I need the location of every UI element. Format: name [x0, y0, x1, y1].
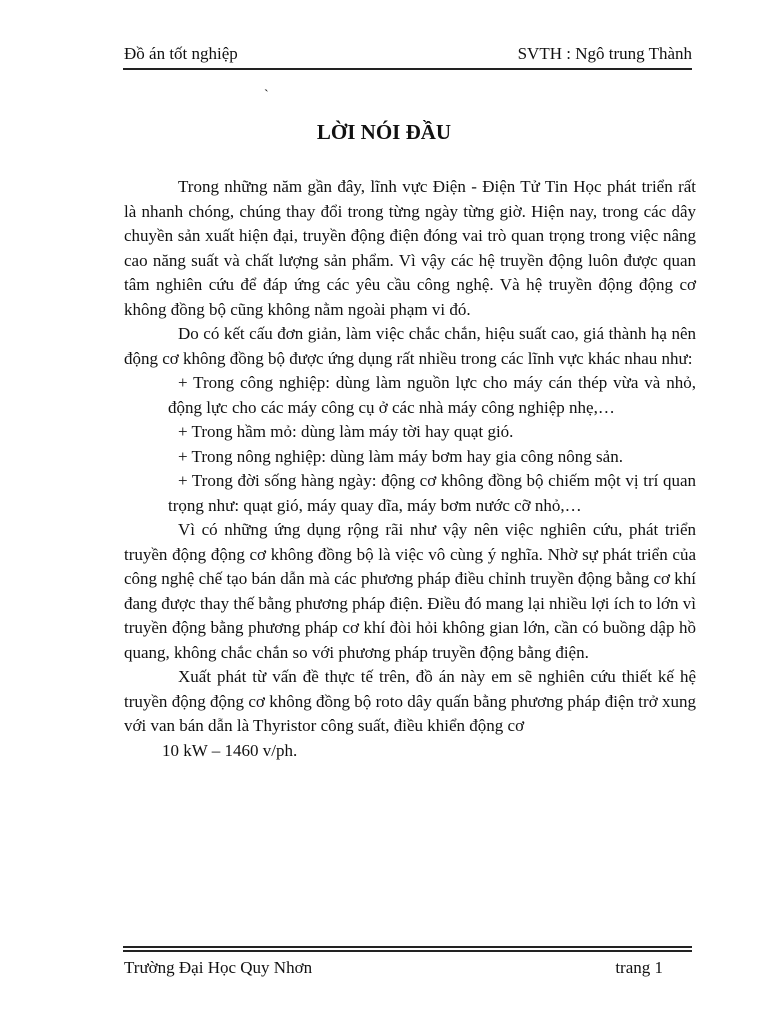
header-right-text: SVTH : Ngô trung Thành [517, 44, 692, 63]
footer-rule-bottom [123, 950, 692, 952]
footer-page-number: trang 1 [615, 958, 663, 977]
bullet-daily-life: + Trong đời sống hàng ngày: động cơ không đồng bộ chiếm một vị trí quan trọng như: quạt gió, máy quay dĩa, máy bơm nước cỡ nhỏ,… [168, 471, 696, 515]
paragraph-2: Do có kết cấu đơn giản, làm việc chắc chắn, hiệu suất cao, giá thành hạ nên động cơ không đồng bộ được ứng dụng rất nhiều trong các lĩnh vực khác nhau như: [124, 324, 696, 368]
paragraph-1: Trong những năm gần đây, lĩnh vực Điện - Điện Tử Tin Học phát triển rất là nhanh chóng, chúng thay đổi trong từng ngày từng giờ. Hiện nay, trong các dây chuyền sản xuất hiện đại, truyền động điện đóng vai trò quan trọng trong việc nâng cao năng suất và chất lượng sản phẩm. Vì vậy các hệ truyền động luôn được quan tâm nghiên cứu để đáp ứng các yêu cầu công nghệ. Và hệ truyền động động cơ không đồng bộ cũng không nằm ngoài phạm vi đó. [124, 177, 696, 319]
body-text [124, 175, 696, 763]
header-left-text: Đồ án tốt nghiệp [124, 44, 238, 63]
header-rule [123, 68, 692, 70]
bullet-mining: + Trong hầm mỏ: dùng làm máy tời hay quạt gió. [178, 422, 514, 441]
motor-spec: 10 kW – 1460 v/ph. [162, 740, 298, 760]
paragraph-3: Vì có những ứng dụng rộng rãi như vậy nên việc nghiên cứu, phát triển truyền động động cơ không đồng bộ là việc vô cùng ý nghĩa. Nhờ sự phát triển của công nghệ chế tạo bán dẫn mà các phương pháp điều chỉnh truyền động bằng cơ khí đang được thay thế bằng phương pháp điện. Điều đó mang lại nhiều lợi ích to lớn vì truyền động bằng phương pháp cơ khí đòi hỏi không gian lớn, cần có buồng dập hồ quang, không chắc chắn so với phương pháp truyền động bằng điện. [124, 520, 696, 662]
footer-rule-top [123, 946, 692, 948]
bullet-industry: + Trong công nghiệp: dùng làm nguồn lực cho máy cán thép vừa và nhỏ, động lực cho các máy công cụ ở các nhà máy công nghiệp nhẹ,… [168, 373, 696, 417]
footer-left-text: Trường Đại Học Quy Nhơn [124, 958, 313, 977]
stray-mark: ` [264, 88, 269, 103]
page-title: LỜI NÓI ĐẦU [316, 120, 452, 144]
bullet-agriculture: + Trong nông nghiệp: dùng làm máy bơm hay gia công nông sản. [178, 446, 623, 466]
paragraph-4: Xuất phát từ vấn đề thực tế trên, đồ án này em sẽ nghiên cứu thiết kế hệ truyền động động cơ không đồng bộ roto dây quấn bằng phương pháp điện trở xung với van bán dẫn là Thyristor công suất, điều khiển động cơ [124, 667, 696, 735]
